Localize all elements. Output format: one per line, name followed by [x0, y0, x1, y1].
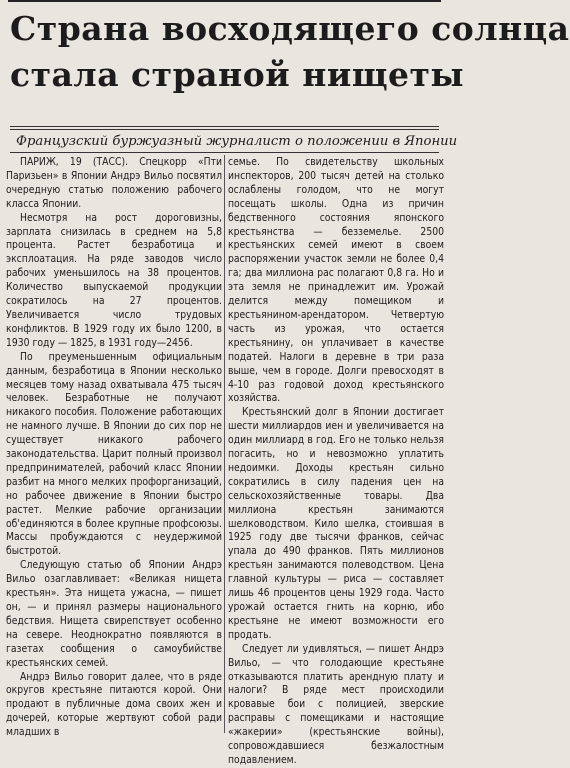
dateline: ПАРИЖ, 19 (ТАСС).: [20, 156, 128, 168]
headline-line-2: стала страной нищеты: [10, 55, 465, 94]
top-border: [8, 0, 441, 2]
headline-rule-bottom: [10, 129, 439, 130]
headline: [10, 6, 570, 124]
article-paragraph: ПАРИЖ, 19 (ТАСС). Спецкорр «Пти Паризьен» в Японии Андрэ Вильо посвятил очередную статью положению рабочего класса Японии.: [6, 156, 222, 210]
article-paragraph: По преуменьшенным официальным данным, безработица в Японии несколько месяцев тому назад охватывала 475 тысяч человек. Безработные не получают никакого пособия. Положение работающих не намного лучше. В Японии до сих пор не существует никакого рабочего законодательства. Царит полный произвол предпринимателей, рабочий класс Японии разбит на много мелких профорганизаций, но рабочее движение в Японии быстро растет. Мелкие рабочие организации об'единяются в более крупные профсоюзы. Массы пробуждаются с неудержимой быстротой.: [6, 350, 222, 558]
right-column: [228, 156, 444, 768]
article-paragraph: Несмотря на рост дороговизны, зарплата снизилась в среднем на 5,8 процента. Растет безработица и эксплоатация. На ряде заводов число рабочих уменьшилось на 38 процентов. Количество выпускаемой продукции сократилось на 27 процентов. Увеличивается число трудовых конфликтов. В 1929 году их было 1200, в 1930 году — 1825, в 1931 году—2456.: [6, 211, 222, 349]
article-paragraph: Крестьянский долг в Японии достигает шести миллиардов иен и увеличивается на один миллиард в год. Его не только нельзя погасить, но и невозможно уплатить недоимки. Доходы крестьян сильно сократились в силу падения цен на сельскохозяйственные товары. Два миллиона крестьян занимаются шелководством. Кило шелка, стоившая в 1925 году две тысячи франков, сейчас упала до 490 франков. Пять миллионов крестьян занимаются полеводством. Цена главной культуры — риса — составляет лишь 46 процентов цены 1929 года. Часто урожай остается гнить на корню, ибо крестьяне не имеют возможности его продать.: [228, 406, 444, 641]
article-paragraph: Следует ли удивляться, — пишет Андрэ Вильо, — что голодающие крестьяне отказываются платить арендную плату и налоги? В ряде мест происходили кровавые бои с полицией, зверские расправы с помещиками и настоящие «жакерии» (крестьянские войны), сопровождавшиеся безжалостным подавлением.: [228, 642, 444, 766]
subheadline: Французский буржуазный журналист о положении в Японии: [16, 134, 458, 149]
article-paragraph: Андрэ Вильо говорит далее, что в ряде округов крестьяне питаются корой. Они продают в публичные дома своих жен и дочерей, которые жертвуют собой ради младших в: [6, 670, 222, 739]
subhead-rule: [10, 152, 439, 153]
headline-rule-top: [10, 126, 439, 127]
article-paragraph: семье. По свидетельству школьных инспекторов, 200 тысяч детей на столько ослаблены голодом, что не могут посещать школы. Одна из причин бедственного состояния японского крестьянства — безземелье. 2500 крестьянских семей имеют в своем распоряжении участок земли не более 0,4 га; два миллиона рас полагают 0,8 га. Но и эта земля не принадлежит им. Урожай делится между помещиком и крестьянином-арендатором. Четвертую часть из урожая, что остается крестьянину, он уплачивает в качестве податей. Налоги в деревне в три раза выше, чем в городе. Долги превосходят в 4-10 раз годовой доход крестьянского хозяйства.: [228, 156, 444, 405]
article-paragraph: Следующую статью об Японии Андрэ Вильо озаглавливает: «Великая нищета крестьян». Эта нищета ужасна, — пишет он, — и принял размеры национального бедствия. Нищета свирепствует особенно на севере. Неоднократно появляются в газетах сообщения о самоубийстве крестьянских семей.: [6, 559, 222, 669]
headline-line-1: Страна восходящего солнца: [10, 9, 570, 48]
left-column: [6, 156, 222, 740]
column-divider: [224, 155, 225, 733]
